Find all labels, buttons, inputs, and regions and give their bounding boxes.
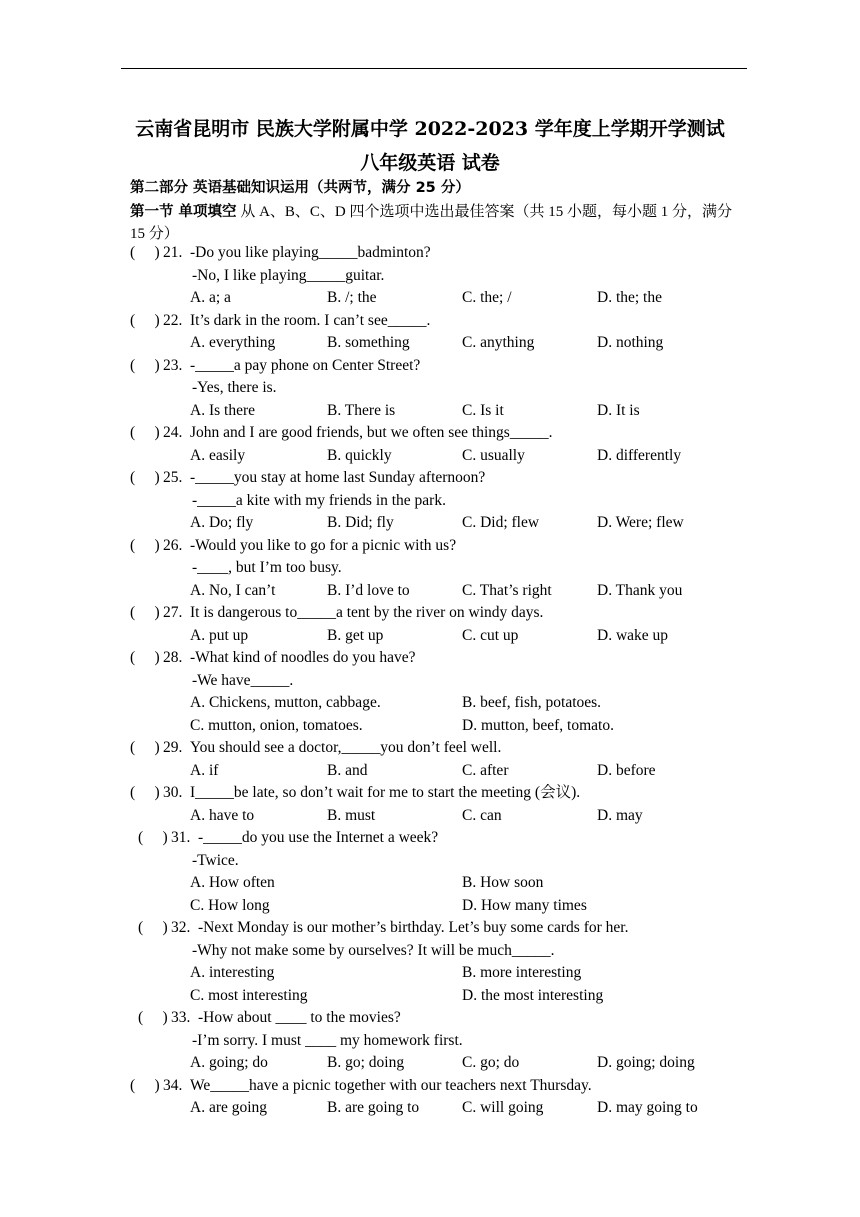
option: D. nothing [597, 334, 664, 351]
option: D. mutton, beef, tomato. [462, 716, 614, 734]
option: B. quickly [327, 446, 392, 464]
question-reply-line [0, 557, 860, 580]
option: C. the; / [462, 289, 512, 306]
question-stem: -What kind of noodles do you have? [190, 649, 416, 666]
option: C. go; do [462, 1054, 520, 1071]
option: B. more interesting [462, 964, 582, 981]
option: B. get up [327, 626, 384, 644]
options-row [0, 872, 860, 895]
option: C. can [462, 806, 502, 824]
section-instructions [130, 201, 735, 245]
question-line [0, 917, 860, 940]
options-row [0, 625, 860, 648]
question-stem: -How about ____ to the movies? [198, 1009, 401, 1026]
answer-paren: ( ) [130, 1076, 160, 1094]
question-stem: -Next Monday is our mother’s birthday. Let’s buy some cards for her. [198, 919, 629, 936]
option: A. Is there [190, 401, 255, 419]
option: B. something [327, 334, 410, 351]
top-rule [121, 68, 747, 69]
question-stem: -Yes, there is. [192, 379, 277, 396]
option: B. go; doing [327, 1054, 405, 1071]
question-stem: John and I are good friends, but we often see things_____. [190, 424, 553, 441]
question-number: 29. [163, 739, 183, 756]
question-number: 30. [163, 784, 183, 801]
question-stem: We_____have a picnic together with our teachers next Thursday. [190, 1076, 592, 1094]
option: B. Did; fly [327, 514, 394, 531]
option: A. easily [190, 446, 246, 464]
option: A. if [190, 761, 219, 779]
question-line [0, 1075, 860, 1098]
options-row [0, 445, 860, 468]
question-reply-line [0, 940, 860, 963]
question-stem: -Why not make some by ourselves? It will be much_____. [192, 941, 555, 959]
question-stem: -Would you like to go for a picnic with us? [190, 536, 457, 554]
option: A. Chickens, mutton, cabbage. [190, 694, 381, 711]
subsection-label: 第一节 单项填空 [130, 204, 237, 220]
question-number: 33. [171, 1009, 191, 1026]
question-stem: -We have_____. [192, 671, 294, 689]
option: A. everything [190, 334, 276, 351]
option: D. the; the [597, 289, 662, 306]
question-stem: -____, but I’m too busy. [192, 559, 342, 576]
answer-paren: ( ) [130, 424, 160, 441]
option: C. Did; flew [462, 514, 540, 531]
question-stem: -Do you like playing_____badminton? [190, 244, 431, 261]
question-reply-line [0, 490, 860, 513]
question-stem: I_____be late, so don’t wait for me to start the meeting (会议). [190, 784, 581, 801]
question-stem: -_____you stay at home last Sunday afternoon? [190, 469, 486, 486]
question-line [0, 782, 860, 805]
options-row [0, 1052, 860, 1075]
option: D. before [597, 761, 656, 779]
option: A. have to [190, 806, 255, 824]
question-stem: -Twice. [192, 851, 239, 869]
option: D. may [597, 806, 643, 824]
option: C. Is it [462, 401, 504, 419]
question-line [0, 310, 860, 333]
question-line [0, 467, 860, 490]
question-line [0, 242, 860, 265]
question-reply-line [0, 1030, 860, 1053]
question-reply-line [0, 670, 860, 693]
option: A. put up [190, 626, 249, 644]
options-row [0, 512, 860, 535]
option: D. differently [597, 446, 682, 464]
option: A. going; do [190, 1054, 268, 1071]
question-line [0, 422, 860, 445]
option: C. will going [462, 1099, 544, 1116]
option: B. I’d love to [327, 581, 410, 599]
option: D. It is [597, 401, 640, 419]
question-stem: -I’m sorry. I must ____ my homework first. [192, 1031, 463, 1049]
options-row [0, 895, 860, 918]
question-stem: -_____do you use the Internet a week? [198, 829, 439, 846]
question-number: 21. [163, 244, 183, 261]
option: D. Were; flew [597, 514, 684, 531]
option: D. the most interesting [462, 986, 604, 1004]
question-number: 31. [171, 829, 191, 846]
question-reply-line [0, 265, 860, 288]
options-row [0, 692, 860, 715]
option: A. Do; fly [190, 514, 254, 531]
option: C. anything [462, 334, 535, 351]
question-line [0, 602, 860, 625]
option: C. How long [190, 896, 270, 914]
answer-paren: ( ) [130, 739, 160, 756]
answer-paren: ( ) [138, 1009, 168, 1026]
question-number: 28. [163, 649, 183, 666]
options-row [0, 580, 860, 603]
question-line [0, 1007, 860, 1030]
option: C. after [462, 761, 509, 779]
instructions-text: 从 A、B、C、D 四个选项中选出最佳答案（共 15 小题，每小题 1 分，满分 15 分） [130, 204, 732, 242]
option: D. Thank you [597, 581, 683, 599]
option: C. most interesting [190, 986, 308, 1004]
options-row [0, 985, 860, 1008]
option: A. interesting [190, 964, 275, 981]
answer-paren: ( ) [130, 469, 160, 486]
option: B. must [327, 806, 376, 824]
question-stem: -_____a kite with my friends in the park. [192, 491, 446, 509]
question-number: 23. [163, 356, 183, 374]
question-number: 26. [163, 536, 183, 554]
options-row [0, 715, 860, 738]
question-line [0, 535, 860, 558]
answer-paren: ( ) [130, 311, 160, 329]
answer-paren: ( ) [138, 919, 168, 936]
question-line [0, 827, 860, 850]
question-stem: It’s dark in the room. I can’t see_____. [190, 311, 431, 329]
question-stem: -No, I like playing_____guitar. [192, 266, 385, 284]
answer-paren: ( ) [130, 784, 160, 801]
question-stem: It is dangerous to_____a tent by the river on windy days. [190, 604, 544, 621]
options-row [0, 760, 860, 783]
question-number: 25. [163, 469, 183, 486]
question-stem: You should see a doctor,_____you don’t feel well. [190, 739, 502, 756]
answer-paren: ( ) [130, 649, 160, 666]
option: B. and [327, 761, 368, 779]
answer-paren: ( ) [130, 536, 160, 554]
options-row [0, 400, 860, 423]
options-row [0, 1097, 860, 1120]
option: C. usually [462, 446, 525, 464]
question-reply-line [0, 377, 860, 400]
answer-paren: ( ) [130, 604, 160, 621]
option: A. How often [190, 874, 275, 891]
option: A. a; a [190, 289, 231, 306]
question-number: 32. [171, 919, 191, 936]
exam-subtitle: 八年级英语 试卷 [360, 152, 500, 174]
question-number: 22. [163, 311, 183, 329]
option: A. are going [190, 1099, 268, 1116]
option: C. mutton, onion, tomatoes. [190, 716, 363, 734]
option: B. How soon [462, 874, 544, 891]
question-stem: -_____a pay phone on Center Street? [190, 356, 421, 374]
options-row [0, 287, 860, 310]
question-number: 34. [163, 1076, 183, 1094]
option: C. cut up [462, 626, 519, 644]
option: B. There is [327, 401, 396, 419]
section-heading: 第二部分 英语基础知识运用（共两节，满分 25 分） [130, 180, 470, 196]
option: D. wake up [597, 626, 669, 644]
answer-paren: ( ) [138, 829, 168, 846]
option: D. How many times [462, 896, 587, 914]
question-number: 27. [163, 604, 183, 621]
question-line [0, 647, 860, 670]
option: C. That’s right [462, 581, 552, 599]
question-number: 24. [163, 424, 183, 441]
question-reply-line [0, 850, 860, 873]
option: B. /; the [327, 289, 377, 306]
options-row [0, 805, 860, 828]
option: D. going; doing [597, 1054, 695, 1071]
option: B. beef, fish, potatoes. [462, 694, 602, 711]
option: D. may going to [597, 1099, 698, 1116]
exam-title: 云南省昆明市 民族大学附属中学 2022-2023 学年度上学期开学测试 [135, 118, 725, 140]
question-line [0, 737, 860, 760]
question-line [0, 355, 860, 378]
answer-paren: ( ) [130, 356, 160, 374]
options-row [0, 962, 860, 985]
option: B. are going to [327, 1099, 420, 1116]
option: A. No, I can’t [190, 581, 276, 599]
options-row [0, 332, 860, 355]
answer-paren: ( ) [130, 244, 160, 261]
